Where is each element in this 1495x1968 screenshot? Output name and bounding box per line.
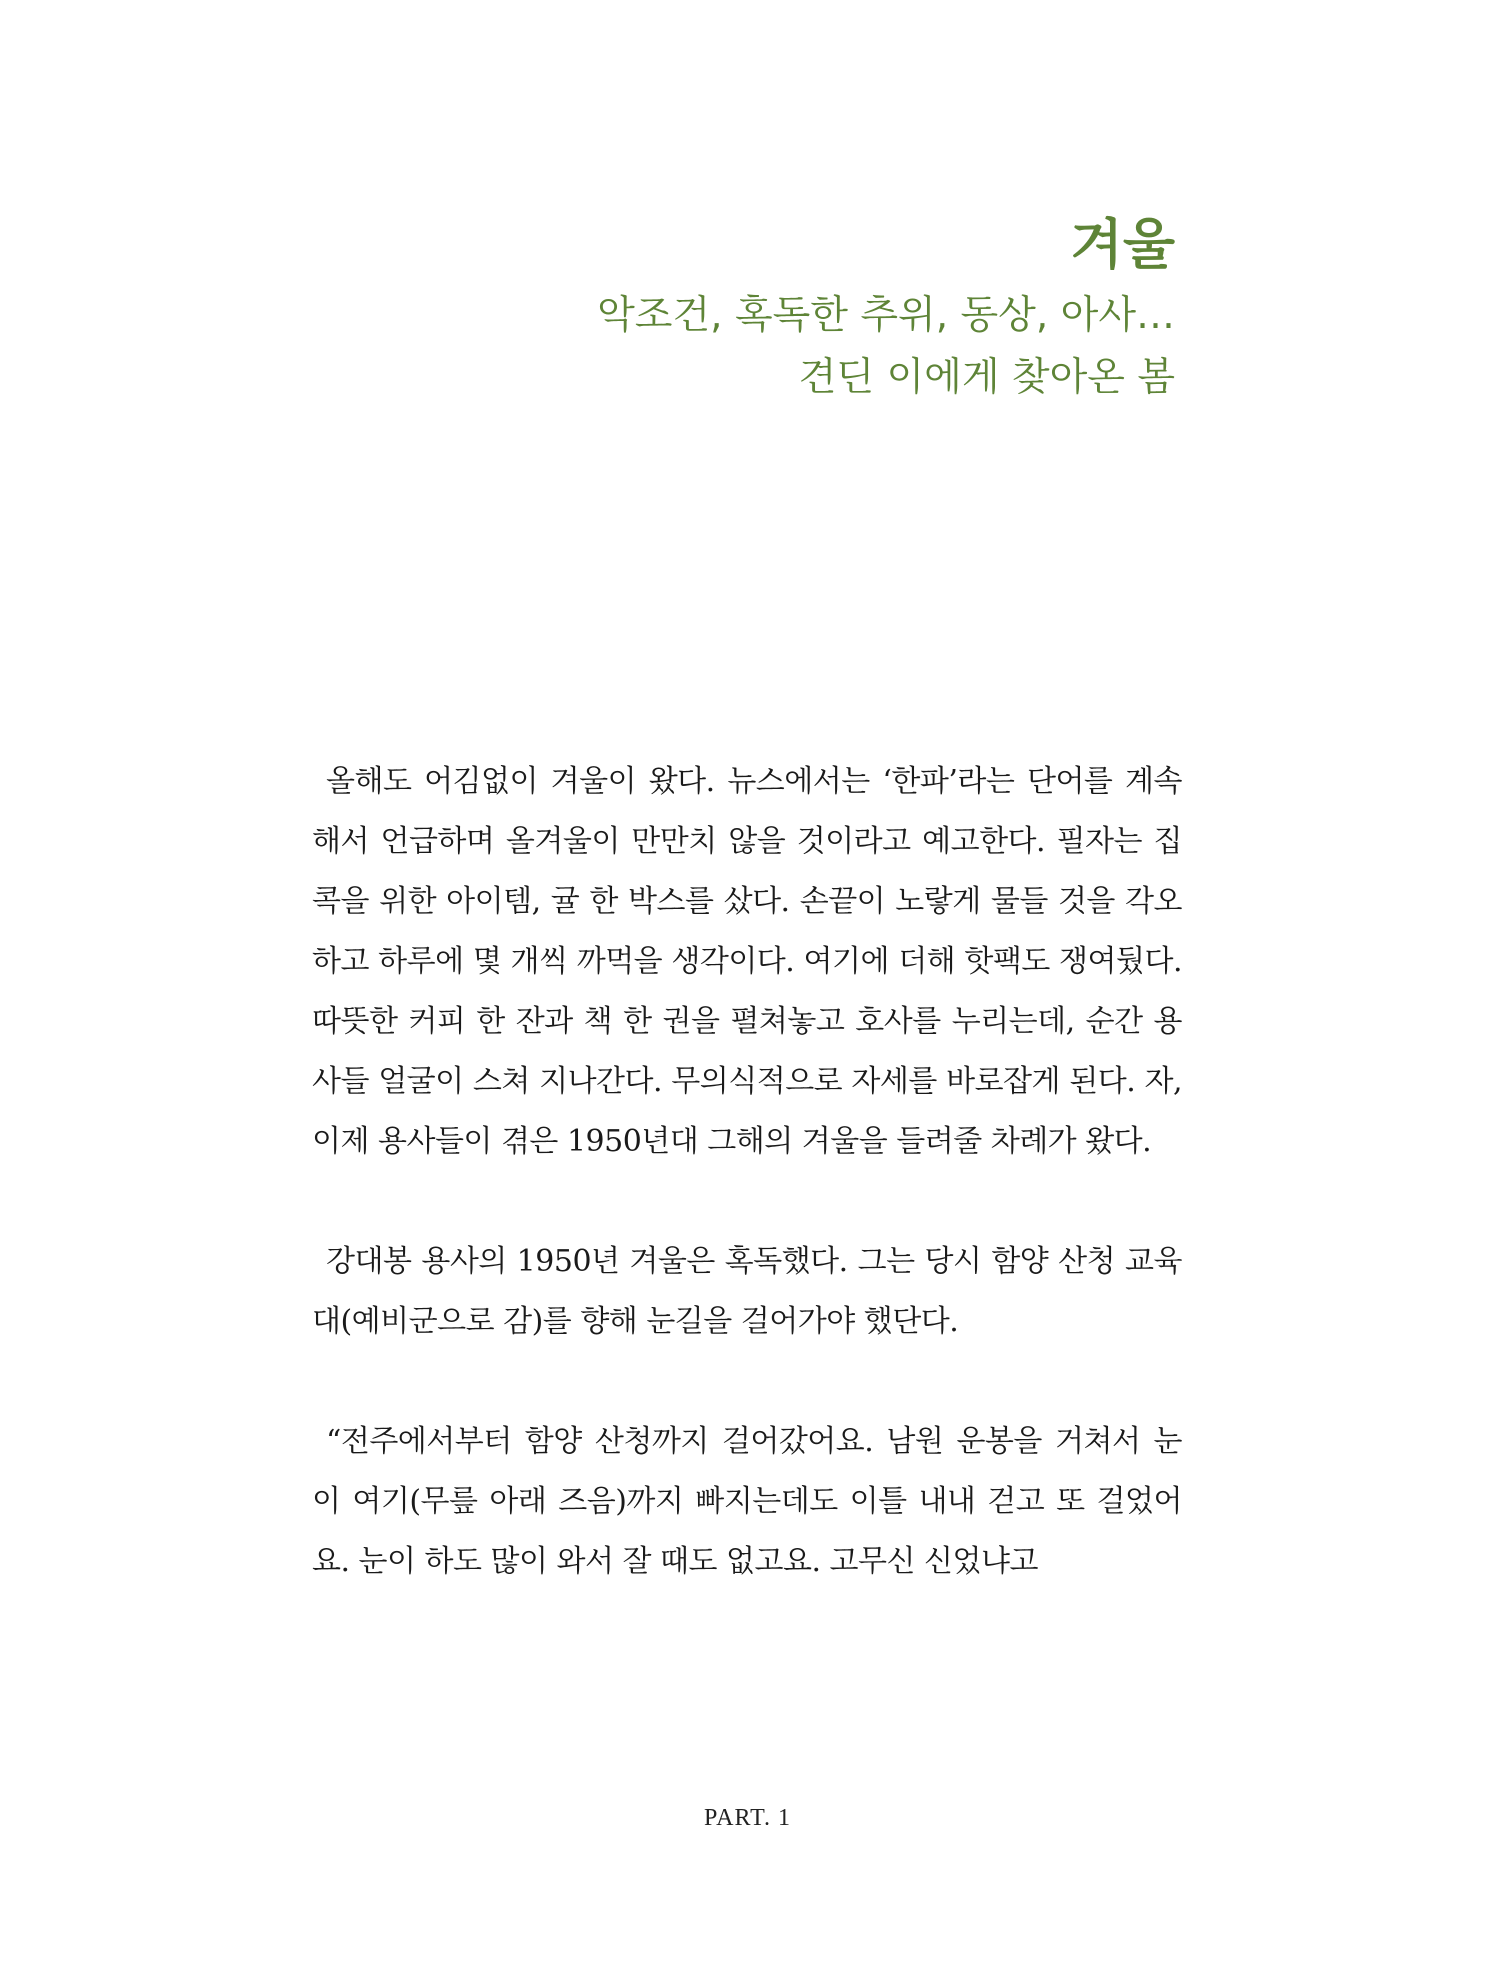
chapter-subtitle-line-2: 견딘 이에게 찾아온 봄: [798, 355, 1175, 400]
body-paragraph-2: 강대봉 용사의 1950년 겨울은 혹독했다. 그는 당시 함양 산청 교육대(예비군으로 감)를 향해 눈길을 걸어가야 했단다.: [312, 1244, 1182, 1339]
body-paragraph-1: 올해도 어김없이 겨울이 왔다. 뉴스에서는 ‘한파’라는 단어를 계속해서 언급하며 올겨울이 만만치 않을 것이라고 예고한다. 필자는 집콕을 위한 아이템, 귤 한 박스를 샀다. 손끝이 노랗게 물들 것을 각오하고 하루에 몇 개씩 까먹을 생각이다. 여기에 더해 핫팩도 쟁여뒀다. 따뜻한 커피 한 잔과 책 한 권을 펼쳐놓고 호사를 누리는데, 순간 용사들 얼굴이 스쳐 지나간다. 무의식적으로 자세를 바로잡게 된다. 자, 이제 용사들이 겪은 1950년대 그해의 겨울을 들려줄 차례가 왔다.: [312, 764, 1182, 1159]
chapter-subtitle-line-1: 악조건, 혹독한 추위, 동상, 아사…: [597, 293, 1175, 338]
chapter-header: [275, 205, 1175, 409]
page-footer-part-label: PART. 1: [704, 1805, 791, 1831]
body-text: [312, 752, 1182, 1652]
body-paragraph-3: “전주에서부터 함양 산청까지 걸어갔어요. 남원 운봉을 거쳐서 눈이 여기(무릎 아래 즈음)까지 빠지는데도 이틀 내내 걷고 또 걸었어요. 눈이 하도 많이 와서 잘 때도 없고요. 고무신 신었냐고: [312, 1424, 1182, 1579]
chapter-title: 겨울: [1070, 213, 1175, 276]
